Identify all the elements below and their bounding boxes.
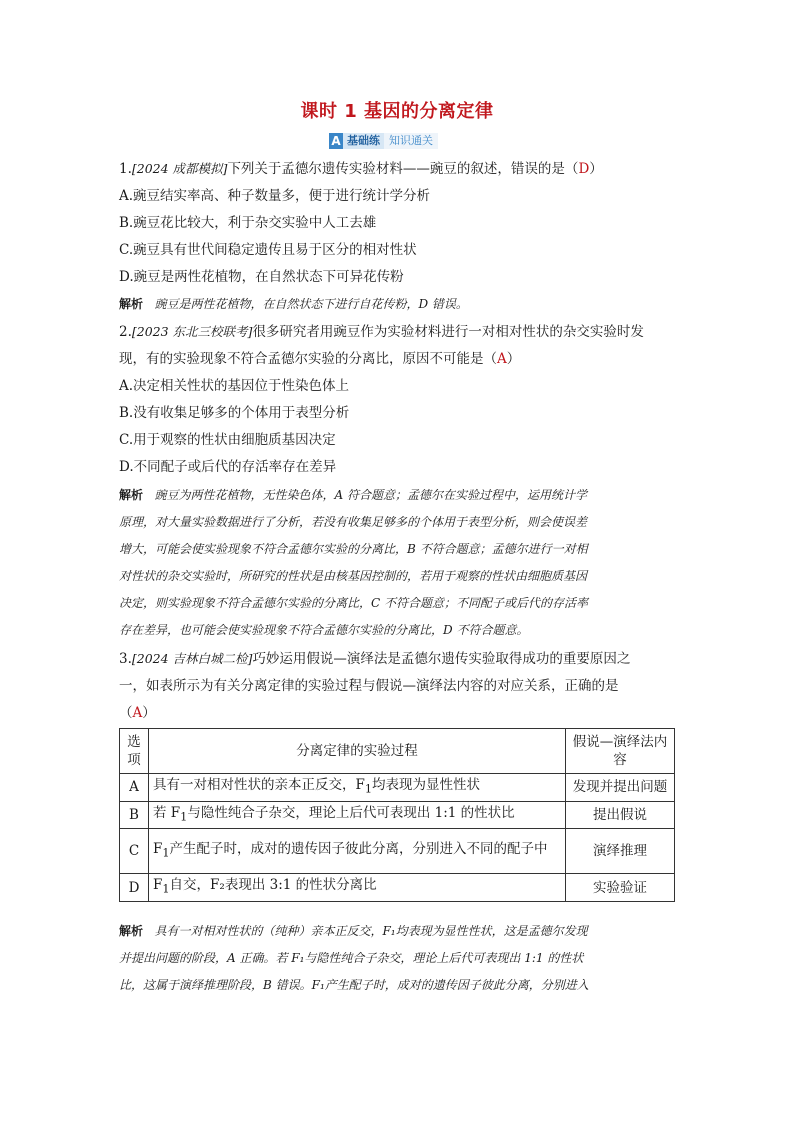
- q1-close: ）: [589, 161, 603, 177]
- table-cell-option: D: [120, 874, 149, 902]
- q3-explanation-line-2: 并提出问题的阶段，A 正确。若 F₁与隐性纯合子杂交，理论上后代可表现出 1:1 的性状: [119, 951, 584, 965]
- table-cell-process: [149, 774, 566, 802]
- process-text-post: 与隐性纯合子杂交，理论上后代可表现出 1:1 的性状比: [187, 804, 515, 821]
- q3-stem-line2: 一，如表所示为有关分离定律的实验过程与假说—演绎法内容的对应关系，正确的是: [119, 678, 619, 694]
- q1-stem-text: 下列关于孟德尔遗传实验材料——豌豆的叙述，错误的是（: [227, 161, 579, 177]
- q3-source: [2024 吉林白城二检]: [131, 651, 253, 666]
- q2-stem-line2: [119, 350, 675, 368]
- q2-explanation-label: 解析: [119, 488, 144, 502]
- table-cell-option: A: [120, 774, 149, 802]
- table-cell-method: 实验验证: [566, 874, 675, 902]
- process-text: F: [153, 877, 163, 894]
- q1-option-d: D.豌豆是两性花植物，在自然状态下可异花传粉: [119, 269, 404, 285]
- q3-table: [119, 728, 675, 902]
- table-header-row: [120, 729, 675, 774]
- table-row: [120, 774, 675, 802]
- badge-sub-label: 知识通关: [384, 133, 438, 149]
- q2-explanation-line-6: 存在差异，也可能会使实验现象不符合孟德尔实验的分离比，D 不符合题意。: [119, 623, 529, 637]
- table-cell-method: 发现并提出问题: [566, 774, 675, 802]
- q2-source: [2023 东北三校联考]: [131, 324, 253, 339]
- q3-explanation-line-3: 比，这属于演绎推理阶段，B 错误。F₁产生配子时，成对的遗传因子彼此分离，分别进入: [119, 978, 589, 992]
- process-text: 具有一对相对性状的亲本正反交，F: [153, 777, 365, 793]
- page-title: 课时 1 基因的分离定律: [300, 101, 494, 122]
- q2-close: ）: [506, 351, 521, 367]
- q3-stem-text: 巧妙运用假说—演绎法是孟德尔遗传实验取得成功的重要原因之: [252, 651, 631, 667]
- table-cell-process: [149, 829, 566, 874]
- q1-answer: D: [578, 161, 590, 177]
- table-row: [120, 801, 675, 829]
- table-row: [120, 874, 675, 902]
- q1-option-c: C.豌豆具有世代间稳定遗传且易于区分的相对性状: [119, 242, 417, 258]
- q1-explanation: [119, 296, 675, 313]
- table-header-method: 假说—演绎法内容: [566, 729, 675, 774]
- q2-stem-text: 很多研究者用豌豆作为实验材料进行一对相对性状的杂交实验时发: [252, 324, 644, 340]
- q2-option-d: D.不同配子或后代的存活率存在差异: [119, 459, 337, 475]
- q2-answer: A: [497, 351, 507, 367]
- process-subscript: 1: [364, 782, 373, 796]
- q3-explanation-label: 解析: [119, 924, 144, 938]
- q2-option-c: C.用于观察的性状由细胞质基因决定: [119, 432, 336, 448]
- table-cell-method: 演绎推理: [566, 829, 675, 874]
- q3-answer-line: [119, 704, 675, 722]
- q2-explanation-line-3: 增大，可能会使实验现象不符合孟德尔实验的分离比，B 不符合题意；孟德尔进行一对相: [119, 542, 588, 556]
- process-text-post: 均表现为显性性状: [372, 777, 481, 793]
- q2-explanation-line-4: 对性状的杂交实验时，所研究的性状是由核基因控制的，若用于观察的性状由细胞质基因: [119, 569, 588, 583]
- q2-stem-text-2: 现，有的实验现象不符合孟德尔实验的分离比，原因不可能是（: [119, 351, 497, 367]
- q1-explanation-line: 豌豆是两性花植物，在自然状态下进行自花传粉，D 错误。: [154, 297, 468, 311]
- q1-option-b: B.豌豆花比较大，利于杂交实验中人工去雄: [119, 215, 377, 231]
- q2-explanation-line-1: [119, 487, 675, 504]
- table-cell-process: [149, 874, 566, 902]
- process-subscript: 1: [180, 810, 188, 824]
- q3-stem-line1: [119, 650, 675, 668]
- badge-main-label: 基础练: [343, 133, 384, 149]
- q3-explanation-text: 具有一对相对性状的（纯种）亲本正反交，F₁均表现为显性性状，这是孟德尔发现: [154, 924, 588, 938]
- process-text-post: 自交，F₂表现出 3:1 的性状分离比: [169, 877, 377, 894]
- process-text: 若 F: [153, 804, 181, 821]
- table-cell-option: B: [120, 801, 149, 829]
- q1-number: 1.: [119, 161, 132, 177]
- table-header-option: 选项: [120, 729, 149, 774]
- section-badge: [329, 133, 438, 149]
- q1-source: [2024 成都模拟]: [131, 161, 228, 176]
- q2-stem-line1: [119, 323, 675, 341]
- q3-explanation-line-1: [119, 923, 675, 940]
- table-row: [120, 829, 675, 874]
- q1-explanation-label: 解析: [119, 297, 144, 311]
- process-subscript: 1: [162, 846, 170, 860]
- badge-letter: A: [329, 133, 343, 149]
- q2-explanation-text: 豌豆为两性花植物，无性染色体，A 符合题意；孟德尔在实验过程中，运用统计学: [154, 488, 587, 502]
- q3-close: ）: [142, 705, 156, 721]
- q2-number: 2.: [119, 324, 132, 340]
- q3-open: （: [119, 705, 133, 721]
- q2-explanation-line-2: 原理，对大量实验数据进行了分析，若没有收集足够多的个体用于表型分析，则会使误差: [119, 515, 588, 529]
- q2-option-a: A.决定相关性状的基因位于性染色体上: [119, 378, 350, 394]
- q1-stem: [119, 160, 675, 178]
- table-cell-process: [149, 801, 566, 829]
- q2-explanation-line-5: 决定，则实验现象不符合孟德尔实验的分离比，C 不符合题意；不同配子或后代的存活率: [119, 596, 588, 610]
- table-cell-method: 提出假说: [566, 801, 675, 829]
- q3-number: 3.: [119, 651, 132, 667]
- process-subscript: 1: [162, 883, 170, 897]
- process-text: F: [153, 841, 163, 858]
- q3-answer: A: [132, 705, 143, 721]
- q1-option-a: A.豌豆结实率高、种子数量多，便于进行统计学分析: [119, 188, 431, 204]
- table-cell-option: C: [120, 829, 149, 874]
- process-text-post: 产生配子时，成对的遗传因子彼此分离，分别进入不同的配子中: [169, 841, 548, 858]
- q2-option-b: B.没有收集足够多的个体用于表型分析: [119, 405, 350, 421]
- table-header-process: 分离定律的实验过程: [149, 729, 566, 774]
